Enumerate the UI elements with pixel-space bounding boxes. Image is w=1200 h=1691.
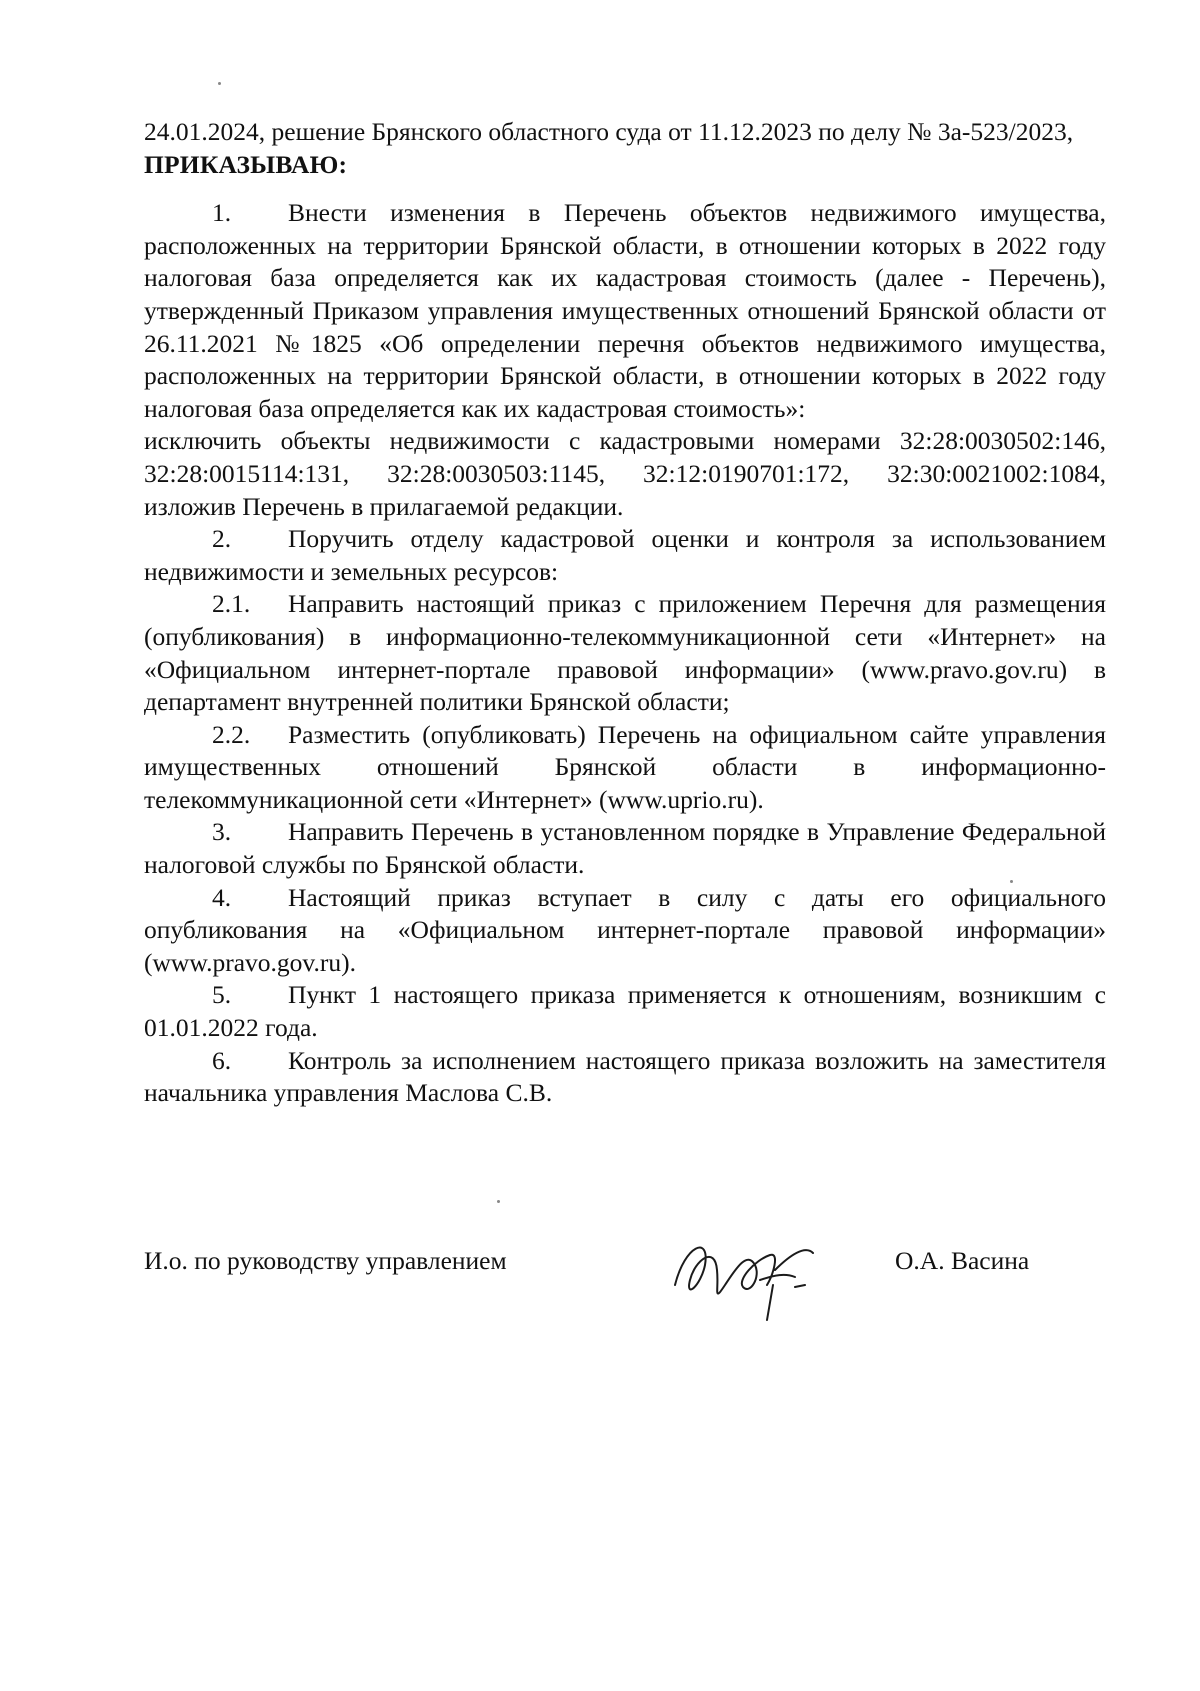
item-6 (144, 1045, 1106, 1110)
item-6-text: Контроль за исполнением настоящего приказа возложить на заместителя начальника управления Маслова С.В. (144, 1045, 1106, 1108)
item-3-text: Направить Перечень в установленном порядке в Управление Федеральной налоговой службы по Брянской области. (144, 817, 1106, 880)
item-4-number: 4. (212, 882, 232, 912)
item-3 (144, 816, 1106, 881)
document-body (144, 116, 1106, 1110)
item-2 (144, 523, 1106, 588)
item-2-text: Поручить отделу кадастровой оценки и контроля за использованием недвижимости и земельных ресурсов: (144, 524, 1106, 586)
item-2-1-number: 2.1. (212, 589, 251, 619)
item-2-2-number: 2.2. (212, 719, 251, 749)
item-1-continuation: исключить объекты недвижимости с кадастровыми номерами 32:28:0030502:146, 32:28:0015114:131, 32:28:0030503:1145, 32:12:0190701:172, 32:30:0021002:1084, изложив Перечень в прилагаемой редакции. (144, 426, 1106, 521)
item-4 (144, 882, 1106, 980)
item-2-number: 2. (212, 524, 232, 554)
item-2-2 (144, 719, 1106, 817)
scan-speck (218, 82, 221, 85)
signatory-name: О.А. Васина (895, 1246, 1030, 1275)
order-heading: ПРИКАЗЫВАЮ: (144, 149, 348, 179)
scan-speck (497, 1200, 500, 1203)
item-5 (144, 979, 1106, 1044)
handwritten-signature (655, 1225, 875, 1325)
item-1 (144, 197, 1106, 425)
item-3-number: 3. (212, 817, 232, 847)
item-5-number: 5. (212, 980, 232, 1010)
item-1-text: Внести изменения в Перечень объектов недвижимого имущества, расположенных на территории Брянской области, в отношении которых в 2022 году налоговая база определяется как их кадастровая стоимость (далее - Перечень), утвержденный Приказом управления имущественных отношений Брянской области от 26.11.2021 №1825 «Об определении перечня объектов недвижимого имущества, расположенных на территории Брянской области, в отношении которых в 2022 году налоговая база определяется как их кадастровая стоимость»: (144, 198, 1106, 423)
intro-paragraph: 24.01.2024, решение Брянского областного суда от 11.12.2023 по делу № 3а-523/2023, (144, 117, 1074, 146)
item-2-2-text: Разместить (опубликовать) Перечень на официальном сайте управления имущественных отношений Брянской области в информационно-телекоммуникационной сети «Интернет» (www.uprio.ru). (144, 719, 1106, 814)
signatory-position: И.о. по руководству управлением (144, 1246, 507, 1275)
item-2-1-text: Направить настоящий приказ с приложением Перечня для размещения (опубликования) в информационно-телекоммуникационной сети «Интернет» на «Официальном интернет-портале правовой информации» (www.pravo.gov.ru) в департамент внутренней политики Брянской области; (144, 589, 1106, 717)
item-5-text: Пункт 1 настоящего приказа применяется к отношениям, возникшим с 01.01.2022 года. (144, 980, 1106, 1043)
scan-speck (1010, 880, 1013, 883)
item-6-number: 6. (212, 1045, 232, 1075)
item-4-text: Настоящий приказ вступает в силу с даты его официального опубликования на «Официальном интернет-портале правовой информации» (www.pravo.gov.ru). (144, 882, 1106, 977)
item-2-1 (144, 588, 1106, 718)
item-1-number: 1. (212, 198, 232, 228)
